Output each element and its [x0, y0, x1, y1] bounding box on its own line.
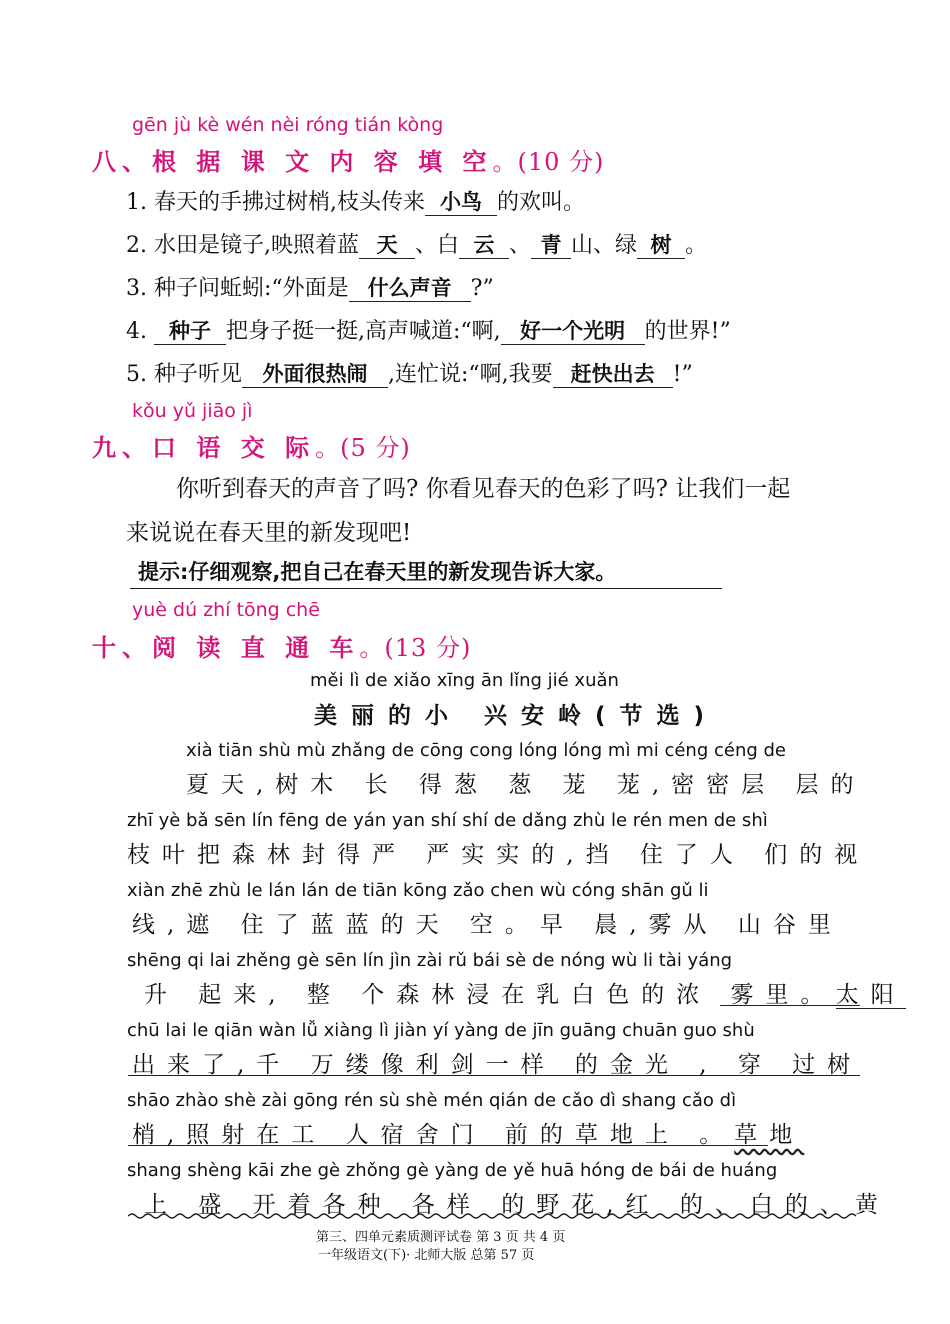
- hint-answer[interactable]: 提示:仔细观察,把自己在春天里的新发现告诉大家。: [130, 556, 722, 589]
- sec9-para-line1: 你听到春天的声音了吗? 你看见春天的色彩了吗? 让我们一起: [176, 476, 791, 502]
- passage-pinyin-4: shēng qi lai zhěng gè sēn lín jìn zài rǔ bái sè de nóng wù li tài yáng: [127, 950, 733, 971]
- passage-line-6: 梢,照射在工 人宿舍门 前的草地上 。草地: [132, 1122, 805, 1148]
- passage-line-3: 线,遮 住了蓝蓝的天 空。早 晨,雾从 山谷里: [132, 912, 843, 938]
- sec9-heading: [92, 428, 411, 463]
- answer-blank[interactable]: 赶快出去: [553, 361, 673, 388]
- answer-blank[interactable]: 天: [359, 232, 415, 259]
- sec9-pinyin: kǒu yǔ jiāo jì: [132, 400, 253, 422]
- answer-blank[interactable]: 外面很热闹: [242, 361, 388, 388]
- wavy-divider: [128, 1212, 860, 1220]
- sec10-points: 。(13 分): [359, 634, 472, 662]
- answer-blank[interactable]: 青: [531, 232, 571, 259]
- passage-pinyin-7: shang shèng kāi zhe gè zhǒng gè yàng de yě huā hóng de bái de huáng: [127, 1160, 778, 1181]
- answer-blank[interactable]: 小鸟: [425, 189, 497, 216]
- footer-line2: 一年级语文(下)· 北师大版 总第 57 页: [318, 1248, 535, 1263]
- passage-line-1: 夏天,树木 长 得葱 葱 茏 茏,密密层 层的: [186, 772, 866, 798]
- sec10-pinyin: yuè dú zhí tōng chē: [132, 599, 320, 621]
- sec8-title: 八、根 据 课 文 内 容 填 空: [92, 148, 493, 176]
- passage-title-pinyin: měi lì de xiǎo xīng ān lǐng jié xuǎn: [310, 670, 619, 691]
- underlined-answer: 太阳: [835, 982, 906, 1008]
- wavy-underlined-answer: 草地: [734, 1122, 805, 1148]
- passage-pinyin-6: shāo zhào shè zài gōng rén sù shè mén qián de cǎo dì shang cǎo dì: [127, 1090, 737, 1111]
- passage-pinyin-1: xià tiān shù mù zhǎng de cōng cong lóng lóng mì mi céng céng de: [186, 740, 787, 761]
- passage-line-5: 出来了,千 万缕像利剑一样 的金光 , 穿 过树: [132, 1052, 863, 1078]
- q5: 5. 种子听见 外面很热闹 ,连忙说:“啊,我要 赶快出去 !”: [126, 362, 693, 387]
- underline-rule: [128, 1075, 860, 1076]
- passage-pinyin-5: chū lai le qiān wàn lǚ xiàng lì jiàn yí yàng de jīn guāng chuān guo shù: [127, 1020, 755, 1041]
- q1: 1. 春天的手拂过树梢,枝头传来 小鸟 的欢叫。: [126, 190, 586, 215]
- answer-blank[interactable]: 什么声音: [349, 275, 471, 302]
- sec8-pinyin: gēn jù kè wén nèi róng tián kòng: [132, 114, 444, 136]
- answer-blank[interactable]: 好一个光明: [501, 318, 645, 345]
- passage-pinyin-2: zhī yè bǎ sēn lín fēng de yán yan shí shí de dǎng zhù le rén men de shì: [127, 810, 768, 831]
- sec8-points: 。(10 分): [492, 148, 605, 176]
- underline-rule: [720, 1005, 860, 1006]
- sec10-title: 十、阅 读 直 通 车: [92, 634, 360, 662]
- footer-line1: 第三、四单元素质测评试卷 第 3 页 共 4 页: [316, 1230, 566, 1245]
- q4: 4. 种子 把身子挺一挺,高声喊道:“啊, 好一个光明 的世界!”: [126, 319, 731, 344]
- passage-line-7: 上 盛 开着各种 各样 的野花,红 的、白的、黄: [144, 1192, 890, 1218]
- passage-title: 美丽的小 兴安岭(节选): [314, 703, 719, 729]
- answer-blank[interactable]: 云: [459, 232, 509, 259]
- sec10-heading: [92, 628, 471, 663]
- sec8-heading: [92, 142, 604, 177]
- underline-rule: [128, 1145, 768, 1146]
- q3: 3. 种子问蚯蚓:“外面是 什么声音 ?”: [126, 276, 494, 301]
- passage-pinyin-3: xiàn zhē zhù le lán lán de tiān kōng zǎo chen wù cóng shān gǔ li: [127, 880, 709, 901]
- answer-blank[interactable]: 树: [637, 232, 685, 259]
- answer-blank[interactable]: 种子: [154, 318, 226, 345]
- sec9-para-line2: 来说说在春天里的新发现吧!: [126, 520, 412, 546]
- q2: 2. 水田是镜子,映照着蓝 天 、白 云 、 青 山、绿 树 。: [126, 233, 708, 258]
- sec9-title: 九、口 语 交 际: [92, 434, 316, 462]
- sec9-points: 。(5 分): [315, 434, 411, 462]
- passage-line-2: 枝叶把森林封得严 严实实的,挡 住了人 们的视: [127, 842, 870, 868]
- passage-line-4: 升 起来, 整 个森林浸在乳白色的浓 雾里。太阳: [144, 982, 906, 1008]
